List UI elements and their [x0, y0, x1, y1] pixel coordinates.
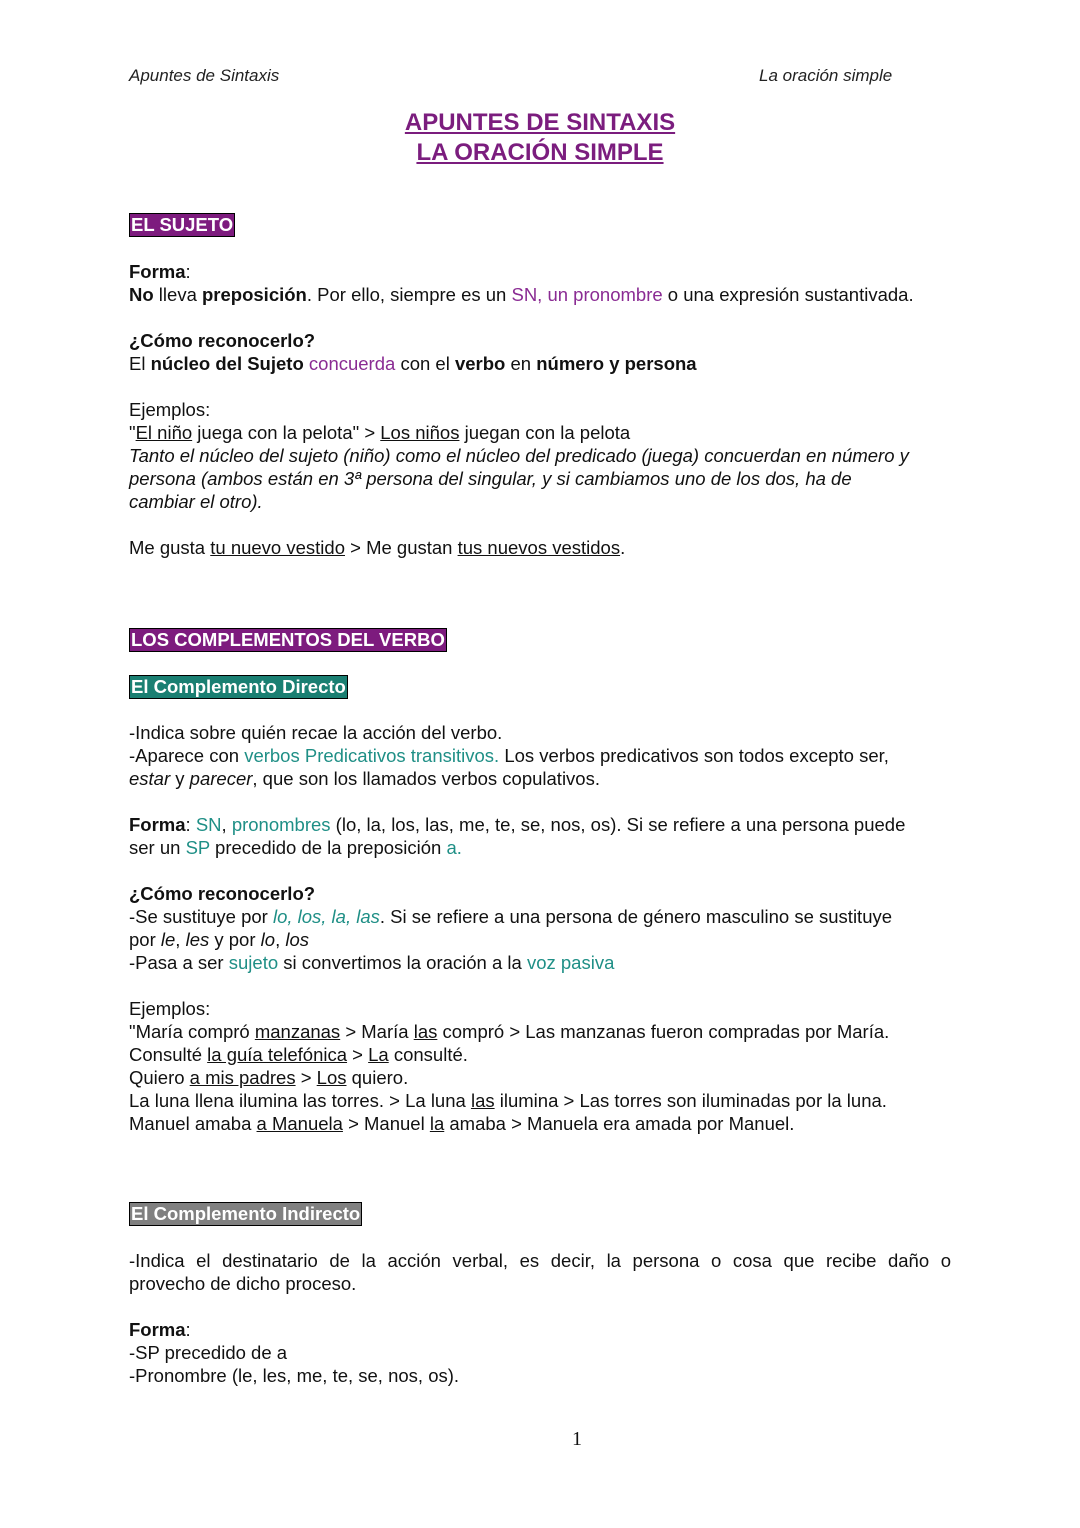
- sujeto-ejemplo-1: "El niño juega con la pelota" > Los niños juegan con la pelota: [129, 422, 631, 443]
- cd-como-2: por le, les y por lo, los: [129, 929, 309, 950]
- cd-section: [129, 675, 951, 699]
- sujeto-forma-label: Forma:: [129, 261, 191, 282]
- page-number: 1: [572, 1428, 582, 1450]
- ci-line-2: provecho de dicho proceso.: [129, 1273, 357, 1294]
- ci-forma-1: -SP precedido de a: [129, 1342, 288, 1363]
- complementos-section: [129, 628, 951, 652]
- ci-section: [129, 1202, 951, 1226]
- sujeto-ejemplos-label: Ejemplos:: [129, 399, 211, 420]
- cd-ejemplo-5: Manuel amaba a Manuela > Manuel la amaba > Manuela era amada por Manuel.: [129, 1113, 795, 1134]
- cd-heading: El Complemento Directo: [131, 676, 346, 697]
- cd-forma-2: ser un SP precedido de la preposición a.: [129, 837, 462, 858]
- cd-body: [129, 721, 951, 1135]
- sujeto-como-text: El núcleo del Sujeto concuerda con el verbo en número y persona: [129, 353, 697, 374]
- sujeto-forma-text: No lleva preposición. Por ello, siempre es un SN, un pronombre o una expresión sustantivada.: [129, 284, 914, 305]
- cd-line-1: -Indica sobre quién recae la acción del verbo.: [129, 722, 503, 743]
- cd-ejemplo-1: "María compró manzanas > María las compró > Las manzanas fueron compradas por María.: [129, 1021, 890, 1042]
- ci-forma-2: -Pronombre (le, les, me, te, se, nos, os).: [129, 1365, 460, 1386]
- cd-como-3: -Pasa a ser sujeto si convertimos la oración a la voz pasiva: [129, 952, 615, 973]
- header-right: La oración simple: [759, 66, 893, 85]
- ci-body: [129, 1249, 951, 1387]
- cd-ejemplo-3: Quiero a mis padres > Los quiero.: [129, 1067, 409, 1088]
- header-left: Apuntes de Sintaxis: [129, 66, 280, 85]
- sujeto-section: [129, 213, 951, 237]
- sujeto-ejemplo-2: Me gusta tu nuevo vestido > Me gustan tus nuevos vestidos.: [129, 537, 626, 558]
- cd-ejemplo-2: Consulté la guía telefónica > La consulté.: [129, 1044, 468, 1065]
- ci-heading: El Complemento Indirecto: [131, 1203, 361, 1224]
- title-line1: APUNTES DE SINTAXIS: [404, 109, 676, 136]
- cd-como-label: ¿Cómo reconocerlo?: [129, 883, 316, 904]
- sujeto-como-label: ¿Cómo reconocerlo?: [129, 330, 316, 351]
- cd-line-2: -Aparece con verbos Predicativos transitivos. Los verbos predicativos son todos excepto ser,: [129, 745, 889, 766]
- sujeto-explicacion: Tanto el núcleo del sujeto (niño) como el núcleo del predicado (juega) concuerdan en número y persona (ambos están en 3ª persona del singular, y si cambiamos uno de los dos, ha de cambiar el otro).: [129, 445, 909, 512]
- cd-forma-1: Forma: SN, pronombres (lo, la, los, las, me, te, se, nos, os). Si se refiere a una persona puede: [129, 814, 906, 835]
- cd-ejemplos-label: Ejemplos:: [129, 998, 211, 1019]
- sujeto-heading: EL SUJETO: [131, 214, 234, 235]
- ci-forma-label: Forma:: [129, 1319, 191, 1340]
- complementos-heading: LOS COMPLEMENTOS DEL VERBO: [131, 629, 445, 650]
- cd-line-3: estar y parecer, que son los llamados verbos copulativos.: [129, 768, 600, 789]
- cd-como-1: -Se sustituye por lo, los, la, las. Si se refiere a una persona de género masculino se sustituye: [129, 906, 893, 927]
- cd-ejemplo-4: La luna llena ilumina las torres. > La luna las ilumina > Las torres son iluminadas por la luna.: [129, 1090, 887, 1111]
- sujeto-body: [129, 260, 951, 559]
- ci-line-1: -Indica el destinatario de la acción verbal, es decir, la persona o cosa que recibe daño o: [129, 1250, 951, 1271]
- title-line2: LA ORACIÓN SIMPLE: [416, 139, 664, 166]
